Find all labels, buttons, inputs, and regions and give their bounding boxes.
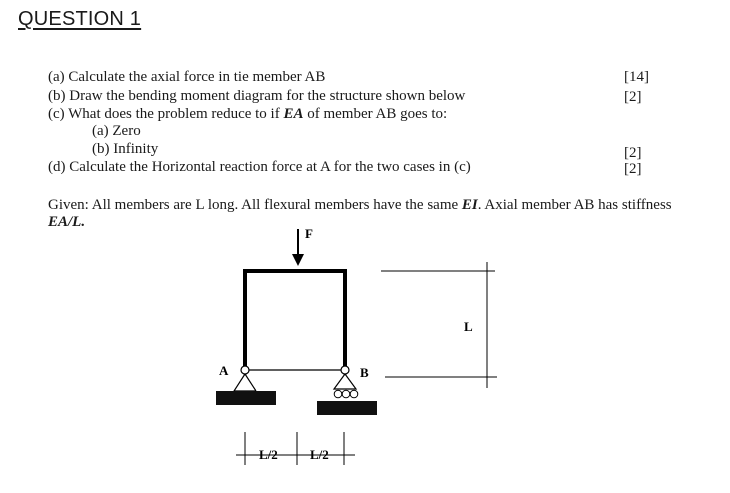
support-a-label: A [219, 363, 229, 378]
load-arrow [292, 229, 304, 266]
question-a-text: (a) Calculate the axial force in tie member AB [48, 69, 326, 85]
arrow-down-icon [292, 254, 304, 266]
given-post: . Axial member AB has stiffness [477, 197, 672, 213]
ground-block-a [216, 391, 276, 405]
height-label: L [464, 319, 473, 334]
question-c-sub-b: (b) Infinity [92, 141, 159, 157]
roller-icon [334, 390, 342, 398]
question-c-post: of member AB goes to: [303, 106, 448, 122]
question-d-marks: [2] [624, 161, 642, 177]
question-d-text: (d) Calculate the Horizontal reaction force at A for the two cases in (c) [48, 159, 471, 175]
question-b-marks: [2] [624, 89, 642, 105]
load-label: F [305, 226, 313, 241]
question-a-marks: [14] [624, 69, 649, 85]
question-c-sub-b-marks: [2] [624, 145, 642, 161]
question-heading: QUESTION 1 [18, 8, 142, 30]
roller-support-b [317, 374, 377, 415]
span-dimension [236, 432, 355, 465]
span-label-right: L/2 [310, 447, 329, 462]
question-b-text: (b) Draw the bending moment diagram for the structure shown below [48, 88, 466, 104]
given-pre: Given: All members are L long. All flexural members have the same [48, 197, 462, 213]
span-label-left: L/2 [259, 447, 278, 462]
given-ei: EI [461, 197, 478, 213]
roller-icon [342, 390, 350, 398]
support-b-label: B [360, 365, 369, 380]
height-dimension [381, 262, 497, 388]
ground-block-b [317, 401, 377, 415]
hinge-a [241, 366, 249, 374]
roller-icon [350, 390, 358, 398]
hinge-b [341, 366, 349, 374]
given-line-2: EA/L. [48, 214, 86, 230]
question-c-sub-a: (a) Zero [92, 123, 141, 139]
question-c-ea: EA [283, 106, 304, 122]
pin-support-a [216, 374, 276, 405]
question-c-pre: (c) What does the problem reduce to if [48, 106, 284, 122]
portal-frame [243, 269, 347, 368]
